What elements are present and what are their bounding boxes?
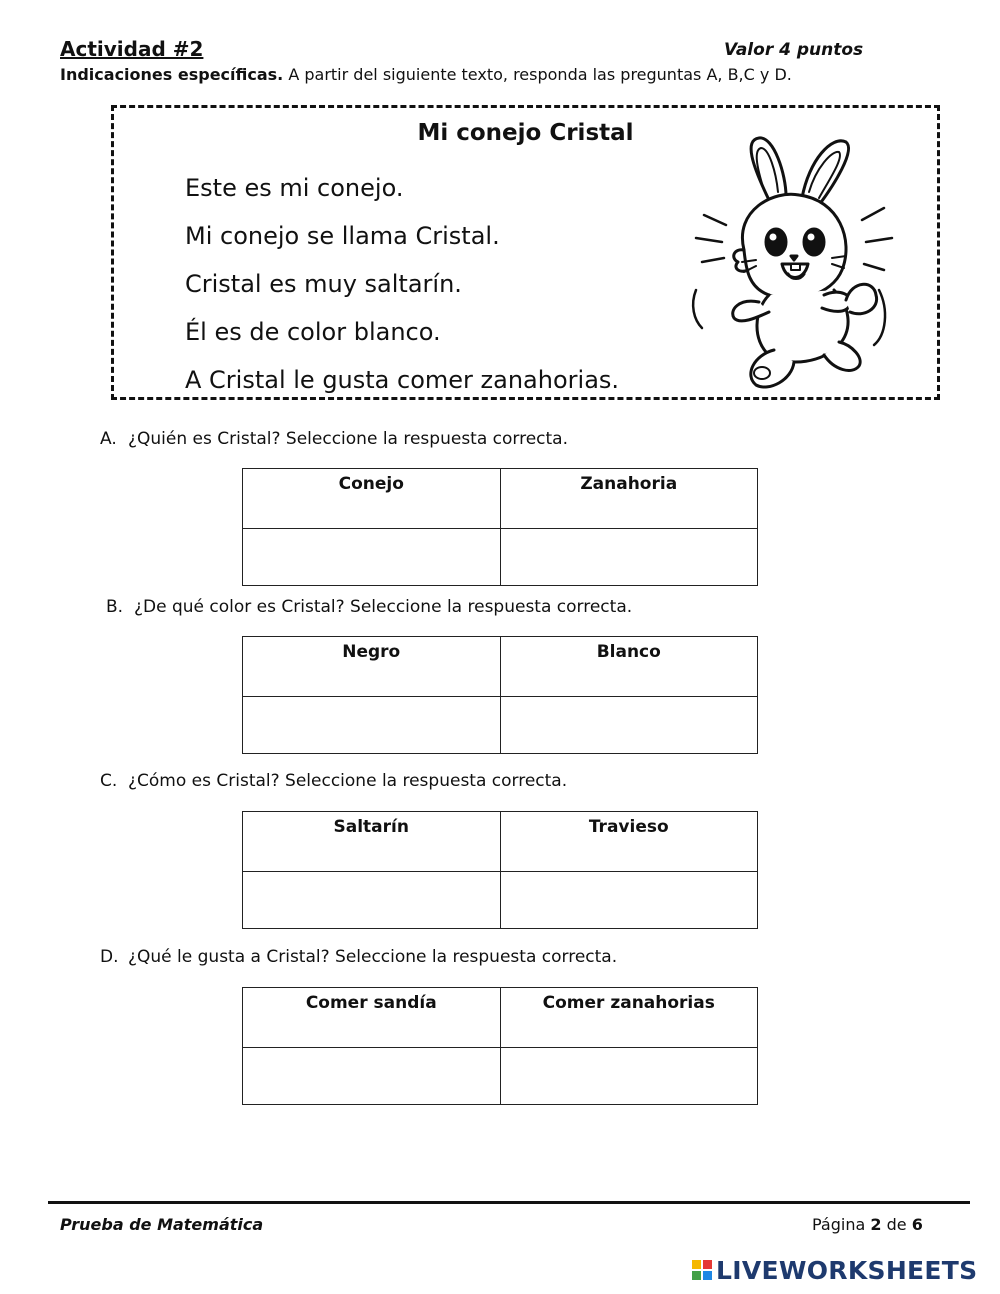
logo-block (703, 1260, 712, 1269)
page-total: 6 (911, 1215, 923, 1234)
liveworksheets-logo[interactable] (692, 1255, 977, 1285)
answer-cell[interactable] (243, 697, 501, 754)
answer-cell[interactable] (243, 872, 501, 929)
logo-block (692, 1271, 701, 1280)
option-label: Blanco (500, 637, 758, 697)
question-text: ¿Quién es Cristal? Seleccione la respuesta correcta. (128, 429, 569, 449)
page-mid: de (881, 1215, 912, 1234)
question-a (100, 429, 568, 449)
logo-block (703, 1271, 712, 1280)
option-label: Zanahoria (500, 469, 758, 529)
options-row (243, 469, 758, 529)
instructions (60, 65, 792, 84)
story-line: A Cristal le gusta comer zanahorias. (185, 366, 620, 394)
answer-table-c (242, 811, 758, 929)
answer-table-a (242, 468, 758, 586)
question-text: ¿Qué le gusta a Cristal? Seleccione la respuesta correcta. (128, 947, 618, 967)
story-box (111, 105, 940, 400)
answer-cell[interactable] (243, 529, 501, 586)
option-label: Conejo (243, 469, 501, 529)
question-letter: A. (100, 429, 117, 449)
question-letter: D. (100, 947, 119, 967)
instructions-label: Indicaciones específicas. (60, 65, 284, 84)
option-label: Negro (243, 637, 501, 697)
options-row (243, 637, 758, 697)
page-indicator (812, 1215, 923, 1234)
activity-title: Actividad #2 (60, 37, 204, 61)
question-c (100, 771, 567, 791)
story-line: Mi conejo se llama Cristal. (185, 222, 500, 250)
question-text: ¿De qué color es Cristal? Seleccione la respuesta correcta. (134, 597, 633, 617)
question-letter: B. (106, 597, 124, 617)
answer-cell[interactable] (500, 872, 758, 929)
page-current: 2 (870, 1215, 882, 1234)
option-label: Saltarín (243, 812, 501, 872)
option-label: Comer sandía (243, 988, 501, 1048)
question-d (100, 947, 617, 967)
answer-cell[interactable] (500, 529, 758, 586)
question-letter: C. (100, 771, 118, 791)
story-line: Cristal es muy saltarín. (185, 270, 462, 298)
story-title-text: Mi conejo Cristal (417, 120, 634, 146)
logo-text: LIVEWORKSHEETS (716, 1255, 978, 1285)
option-label: Comer zanahorias (500, 988, 758, 1048)
logo-block (692, 1260, 701, 1269)
option-label: Travieso (500, 812, 758, 872)
instructions-text: A partir del siguiente texto, responda las preguntas A, B,C y D. (283, 65, 792, 84)
options-row (243, 812, 758, 872)
answer-row (243, 529, 758, 586)
answer-table-b (242, 636, 758, 754)
bunny-icon (674, 130, 904, 390)
logo-blocks-icon (692, 1260, 712, 1280)
answer-table-d (242, 987, 758, 1105)
footer-title: Prueba de Matemática (60, 1215, 264, 1234)
question-text: ¿Cómo es Cristal? Seleccione la respuesta correcta. (128, 771, 568, 791)
answer-row (243, 1048, 758, 1105)
story-line: Este es mi conejo. (185, 174, 404, 202)
answer-cell[interactable] (500, 1048, 758, 1105)
question-b (106, 597, 632, 617)
value-label: Valor 4 puntos (724, 40, 864, 60)
answer-row (243, 697, 758, 754)
options-row (243, 988, 758, 1048)
page-prefix: Página (812, 1215, 871, 1234)
answer-cell[interactable] (500, 697, 758, 754)
footer-rule (48, 1201, 970, 1204)
answer-cell[interactable] (243, 1048, 501, 1105)
story-line: Él es de color blanco. (185, 318, 441, 346)
story-lines (185, 164, 619, 404)
answer-row (243, 872, 758, 929)
